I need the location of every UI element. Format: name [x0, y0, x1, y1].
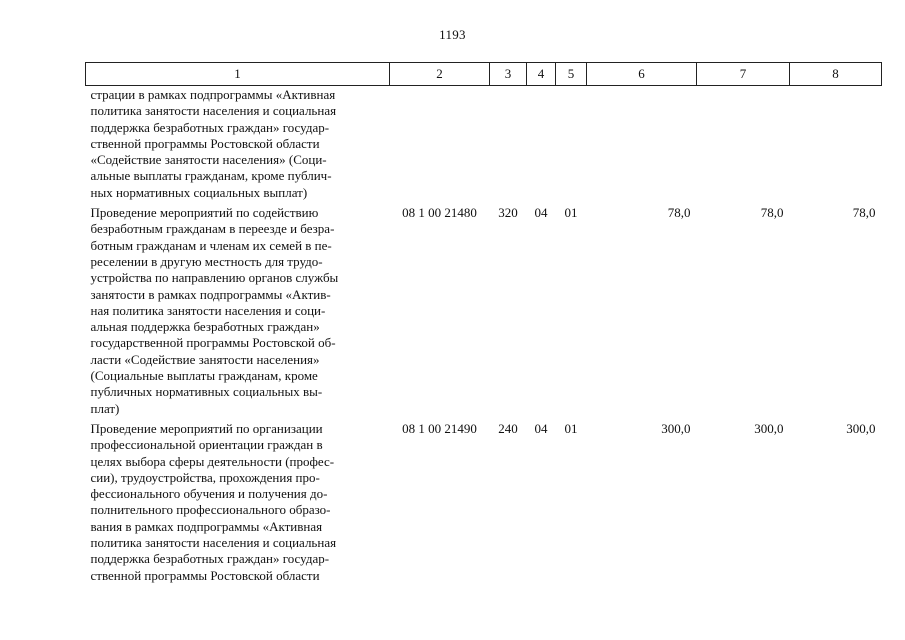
- header-col-6: 6: [587, 63, 697, 86]
- description-line: ласти «Содействие занятости населения»: [90, 351, 320, 367]
- description-line: политика занятости населения и социальная: [90, 103, 337, 119]
- description-line: вания в рамках подпрограммы «Активная: [90, 518, 323, 534]
- table-body: [86, 86, 882, 584]
- description-line: государственной программы Ростовской об-: [90, 335, 336, 351]
- description-line: политика занятости населения и социальная: [90, 535, 337, 551]
- header-col-4: 4: [527, 63, 556, 86]
- description-line: альные выплаты гражданам, кроме публич-: [90, 168, 332, 184]
- description-line: безработным гражданам в переезде и безра-: [90, 221, 335, 237]
- row-vr: [490, 86, 527, 202]
- description-line: занятости в рамках подпрограммы «Актив-: [90, 286, 331, 302]
- description-line: страции в рамках подпрограммы «Активная: [90, 87, 336, 102]
- description-line: ственной программы Ростовской области: [90, 567, 320, 583]
- row-description: [86, 201, 390, 417]
- description-line: сии), трудоустройства, прохождения про-: [90, 469, 320, 485]
- description-line: альная поддержка безработных граждан»: [90, 319, 320, 335]
- row-description: [86, 86, 390, 202]
- row-year1: 300,0: [661, 420, 691, 436]
- header-col-1: 1: [86, 63, 390, 86]
- description-line: ная политика занятости населения и соци-: [90, 302, 326, 318]
- description-line: ботным гражданам и членам их семей в пе-: [90, 237, 332, 253]
- description-line: поддержка безработных граждан» государ-: [90, 119, 330, 135]
- description-line: публичных нормативных социальных вы-: [90, 384, 323, 400]
- header-row: [86, 63, 882, 86]
- row-pr: 01: [564, 205, 578, 221]
- row-year1: 78,0: [667, 205, 691, 221]
- row-description: [86, 417, 390, 584]
- description-line: ных нормативных социальных выплат): [90, 184, 308, 200]
- description-line: (Социальные выплаты гражданам, кроме: [90, 368, 318, 384]
- row-year2: 78,0: [760, 205, 784, 221]
- description-line: устройства по направлению органов службы: [90, 270, 339, 286]
- header-col-5: 5: [556, 63, 587, 86]
- table-row: [86, 201, 882, 417]
- row-year3: [790, 86, 882, 202]
- row-pr: [556, 86, 587, 202]
- description-line: Проведение мероприятий по организации: [90, 420, 323, 436]
- description-line: полнительного профессионального образо-: [90, 502, 331, 518]
- row-rz: 04: [534, 420, 548, 436]
- row-code: 08 1 00 21490: [402, 420, 477, 436]
- description-line: «Содействие занятости населения» (Соци-: [90, 152, 327, 168]
- description-line: реселении в другую местность для трудо-: [90, 253, 323, 269]
- description-line: ственной программы Ростовской области: [90, 135, 320, 151]
- row-vr: 320: [498, 205, 518, 221]
- row-year1: [587, 86, 697, 202]
- header-col-3: 3: [490, 63, 527, 86]
- row-year3: 78,0: [852, 205, 876, 221]
- row-rz: 04: [534, 205, 548, 221]
- table-row: [86, 417, 882, 584]
- row-pr: 01: [564, 420, 578, 436]
- table-header: [86, 63, 882, 86]
- description-line: Проведение мероприятий по содействию: [90, 205, 319, 221]
- header-col-2: 2: [390, 63, 490, 86]
- row-code: [390, 86, 490, 202]
- row-vr: 240: [498, 420, 518, 436]
- header-col-8: 8: [790, 63, 882, 86]
- header-col-7: 7: [697, 63, 790, 86]
- description-line: целях выбора сферы деятельности (профес-: [90, 453, 335, 469]
- description-line: профессиональной ориентации граждан в: [90, 437, 323, 453]
- row-rz: [527, 86, 556, 202]
- row-code: 08 1 00 21480: [402, 205, 477, 221]
- description-line: фессионального обучения и получения до-: [90, 486, 328, 502]
- table-row: [86, 86, 882, 202]
- row-year3: 300,0: [846, 420, 876, 436]
- row-year2: 300,0: [754, 420, 784, 436]
- page-number: 1193: [439, 27, 466, 42]
- row-year2: [697, 86, 790, 202]
- budget-table: [85, 62, 882, 584]
- description-line: поддержка безработных граждан» государ-: [90, 551, 330, 567]
- description-line: плат): [90, 400, 120, 416]
